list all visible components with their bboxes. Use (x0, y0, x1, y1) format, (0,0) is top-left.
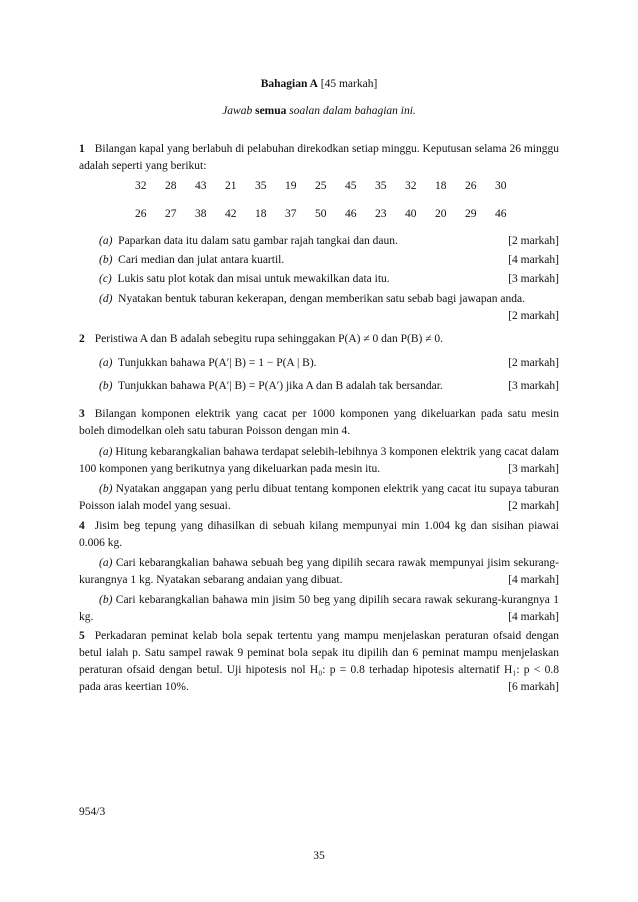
question-number: 3 (79, 408, 85, 420)
part-text: Paparkan data itu dalam satu gambar rajah tangkai dan daun. (118, 235, 398, 247)
page-number: 35 (313, 850, 325, 862)
part-marks: [2 markah] (508, 310, 559, 322)
part-text: Cari median dan julat antara kuartil. (118, 254, 285, 266)
part-text: Lukis satu plot kotak dan misai untuk mewakilkan data itu. (117, 273, 390, 285)
data-value: 42 (225, 208, 237, 220)
question-text: Jisim beg tepung yang dihasilkan di sebuah kilang mempunyai min 1.004 kg dan sisihan piawai 0.006 kg. (79, 520, 559, 549)
instruction-part-2: soalan dalam bahagian ini. (289, 105, 416, 117)
q3-b-marks: [2 markah] (508, 500, 559, 512)
part-marks: [2 markah] (508, 235, 559, 247)
q1-part-a (79, 233, 559, 250)
data-value: 19 (285, 180, 297, 192)
section-instruction (0, 103, 638, 120)
q4-a-marks: [4 markah] (508, 574, 559, 586)
section-title-bold: Bahagian A (260, 78, 318, 90)
data-value: 37 (285, 208, 297, 220)
q2-part-b (79, 378, 559, 395)
part-label: (b) (99, 483, 113, 495)
part-text: Cari kebarangkalian bahawa min jisim 50 beg yang dipilih secara rawak sekurang-kurangnya 1 kg. (79, 594, 559, 623)
part-text: Hitung kebarangkalian bahawa terdapat selebih-lebihnya 3 komponen elektrik yang cacat dalam 100 komponen yang berikutnya yang dikeluarkan pada mesin itu. (79, 446, 560, 475)
data-value: 27 (165, 208, 177, 220)
data-value: 45 (345, 180, 357, 192)
data-value: 23 (375, 208, 387, 220)
data-value: 46 (495, 208, 507, 220)
part-label: (a) (99, 357, 113, 369)
data-value: 18 (255, 208, 267, 220)
question-number: 2 (79, 333, 85, 345)
section-title (0, 76, 638, 93)
question-1 (79, 141, 559, 175)
part-text: Cari kebarangkalian bahawa sebuah beg yang dipilih secara rawak mempunyai jisim sekurang-kurangnya 1 kg. Nyatakan sebarang andaian yang dibuat. (79, 557, 559, 586)
data-row-2 (135, 206, 525, 223)
question-2 (79, 331, 559, 348)
instruction-part-1: Jawab (222, 105, 253, 117)
part-text: Tunjukkan bahawa P(A′| B) = 1 − P(A | B). (117, 357, 317, 369)
data-value: 18 (435, 180, 447, 192)
data-value: 38 (195, 208, 207, 220)
q5-marks: [6 markah] (508, 681, 559, 693)
question-number: 4 (79, 520, 85, 532)
part-marks: [3 markah] (508, 380, 559, 392)
part-label: (a) (99, 557, 113, 569)
question-4 (79, 518, 559, 552)
question-number: 1 (79, 143, 85, 155)
data-value: 20 (435, 208, 447, 220)
question-text: Bilangan kapal yang berlabuh di pelabuhan direkodkan setiap minggu. Keputusan selama 26 minggu adalah seperti yang berikut: (79, 143, 559, 172)
part-marks: [2 markah] (508, 357, 559, 369)
q1-part-b (79, 252, 559, 269)
data-value: 26 (465, 180, 477, 192)
part-label: (b) (99, 594, 113, 606)
paper-code: 954/3 (79, 806, 106, 818)
data-row-1 (135, 178, 525, 195)
data-value: 28 (165, 180, 177, 192)
part-marks: [3 markah] (508, 273, 559, 285)
part-label: (b) (99, 380, 113, 392)
question-number: 5 (79, 630, 85, 642)
question-text: Bilangan komponen elektrik yang cacat per 1000 komponen yang dikeluarkan pada satu mesin boleh dimodelkan oleh satu taburan Poisson dengan min 4. (79, 408, 559, 437)
data-value: 35 (375, 180, 387, 192)
q1-part-c (79, 271, 559, 288)
part-label: (a) (99, 446, 113, 458)
question-text: Perkadaran peminat kelab bola sepak tertentu yang mampu menjelaskan peraturan ofsaid dengan betul ialah p. Satu sampel rawak 9 peminat bola sepak itu dipilih dan 6 peminat mampu menjelaskan peraturan ofsaid dengan betul. Uji hipotesis nol H₀: p = 0.8 terhadap hipotesis alternatif H₁: p < 0.8 pada aras keertian 10%. (79, 630, 559, 693)
data-value: 50 (315, 208, 327, 220)
q2-part-a (79, 355, 559, 372)
data-value: 32 (405, 180, 417, 192)
part-label: (d) (99, 293, 113, 305)
part-label: (a) (99, 235, 113, 247)
question-text: Peristiwa A dan B adalah sebegitu rupa sehinggakan P(A) ≠ 0 dan P(B) ≠ 0. (94, 333, 444, 345)
q3-a-marks: [3 markah] (508, 463, 559, 475)
data-value: 35 (255, 180, 267, 192)
instruction-bold: semua (255, 105, 287, 117)
part-label: (c) (99, 273, 112, 285)
data-value: 43 (195, 180, 207, 192)
part-text: Nyatakan anggapan yang perlu dibuat tentang komponen elektrik yang cacat itu supaya taburan Poisson ialah model yang sesuai. (79, 483, 560, 512)
data-value: 26 (135, 208, 147, 220)
data-value: 25 (315, 180, 327, 192)
data-value: 21 (225, 180, 237, 192)
part-marks: [4 markah] (508, 254, 559, 266)
part-text: Nyatakan bentuk taburan kekerapan, dengan memberikan satu sebab bagi jawapan anda. (118, 293, 525, 305)
data-value: 46 (345, 208, 357, 220)
section-title-marks: [45 markah] (320, 78, 378, 90)
data-value: 30 (495, 180, 507, 192)
data-value: 32 (135, 180, 147, 192)
question-3 (79, 406, 559, 440)
data-value: 29 (465, 208, 477, 220)
data-value: 40 (405, 208, 417, 220)
part-text: Tunjukkan bahawa P(A′| B) = P(A′) jika A dan B adalah tak bersandar. (117, 380, 443, 392)
q4-b-marks: [4 markah] (508, 611, 559, 623)
q1-part-d (79, 291, 559, 325)
part-label: (b) (99, 254, 113, 266)
